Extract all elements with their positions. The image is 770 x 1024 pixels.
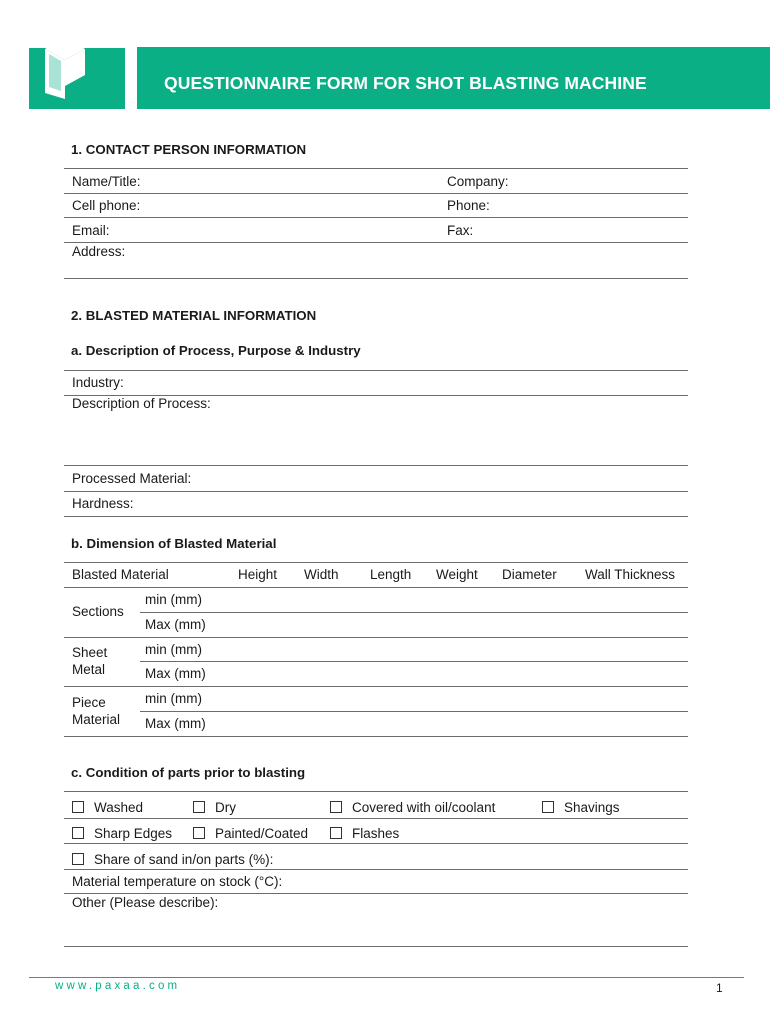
max-mm-label: Max (mm): [145, 716, 206, 731]
title-banner: [137, 47, 770, 109]
divider: [64, 217, 688, 218]
name-title-label: Name/Title:: [72, 174, 141, 189]
column-header: Wall Thickness: [585, 567, 676, 582]
sub-b-heading: b. Dimension of Blasted Material: [71, 536, 277, 551]
sub-a-heading: a. Description of Process, Purpose & Industry: [71, 343, 361, 358]
divider: [64, 370, 688, 371]
hardness-label: Hardness:: [72, 496, 134, 511]
processed-material-label: Processed Material:: [72, 471, 192, 486]
divider: [64, 736, 688, 737]
sub-c-heading: c. Condition of parts prior to blasting: [71, 765, 306, 780]
row-label-sections: Sections: [72, 604, 124, 619]
option-dry[interactable]: Dry: [193, 800, 236, 815]
divider: [64, 278, 688, 279]
divider: [64, 946, 688, 947]
industry-label: Industry:: [72, 375, 124, 390]
row-label-material: Material: [72, 712, 121, 727]
divider: [64, 587, 688, 588]
option-painted-coated[interactable]: Painted/Coated: [193, 826, 308, 841]
divider: [64, 818, 688, 819]
page-title: QUESTIONNAIRE FORM FOR SHOT BLASTING MACHINE: [164, 73, 647, 93]
divider: [64, 168, 688, 169]
footer-divider: [29, 977, 744, 978]
checkbox[interactable]: [72, 853, 84, 865]
divider: [64, 465, 688, 466]
divider: [64, 491, 688, 492]
option-washed[interactable]: Washed: [72, 800, 143, 815]
checkbox[interactable]: [330, 801, 342, 813]
option-shavings[interactable]: Shavings: [542, 800, 620, 815]
divider: [64, 791, 688, 792]
divider: [64, 893, 688, 894]
min-mm-label: min (mm): [145, 592, 202, 607]
divider: [140, 711, 688, 712]
checkbox[interactable]: [542, 801, 554, 813]
other-label: Other (Please describe):: [72, 895, 219, 910]
section2-heading: 2. BLASTED MATERIAL INFORMATION: [71, 308, 317, 323]
divider: [64, 516, 688, 517]
row-label-metal: Metal: [72, 662, 106, 677]
address-label: Address:: [72, 244, 126, 259]
min-mm-label: min (mm): [145, 642, 202, 657]
description-label: Description of Process:: [72, 396, 211, 411]
checkbox[interactable]: [193, 801, 205, 813]
divider: [140, 612, 688, 613]
max-mm-label: Max (mm): [145, 617, 206, 632]
column-header: Blasted Material: [72, 567, 169, 582]
column-header: Width: [304, 567, 339, 582]
paxaa-logo-icon: [29, 37, 125, 109]
checkbox[interactable]: [330, 827, 342, 839]
email-label: Email:: [72, 223, 110, 238]
min-mm-label: min (mm): [145, 691, 202, 706]
cell-phone-label: Cell phone:: [72, 198, 141, 213]
column-header: Length: [370, 567, 412, 582]
page-number: 1: [716, 981, 723, 995]
section1-heading: 1. CONTACT PERSON INFORMATION: [71, 142, 307, 157]
divider: [64, 869, 688, 870]
material-temperature-label: Material temperature on stock (°C):: [72, 874, 283, 889]
divider: [140, 661, 688, 662]
row-label-sheet: Sheet: [72, 645, 108, 660]
checkbox[interactable]: [72, 827, 84, 839]
footer-url[interactable]: www.paxaa.com: [55, 980, 181, 992]
option-sharp-edges[interactable]: Sharp Edges: [72, 826, 172, 841]
column-header: Diameter: [502, 567, 557, 582]
column-header: Height: [238, 567, 278, 582]
company-label: Company:: [447, 174, 509, 189]
option-covered-with-oil[interactable]: Covered with oil/coolant: [330, 800, 495, 815]
option-flashes[interactable]: Flashes: [330, 826, 399, 841]
checkbox[interactable]: [72, 801, 84, 813]
divider: [64, 686, 688, 687]
option-share-of-sand[interactable]: Share of sand in/on parts (%):: [72, 852, 273, 867]
phone-label: Phone:: [447, 198, 490, 213]
divider: [64, 843, 688, 844]
checkbox[interactable]: [193, 827, 205, 839]
fax-label: Fax:: [447, 223, 474, 238]
column-header: Weight: [436, 567, 478, 582]
divider: [64, 242, 688, 243]
divider: [64, 562, 688, 563]
max-mm-label: Max (mm): [145, 666, 206, 681]
row-label-piece: Piece: [72, 695, 106, 710]
divider: [64, 193, 688, 194]
divider: [64, 637, 688, 638]
